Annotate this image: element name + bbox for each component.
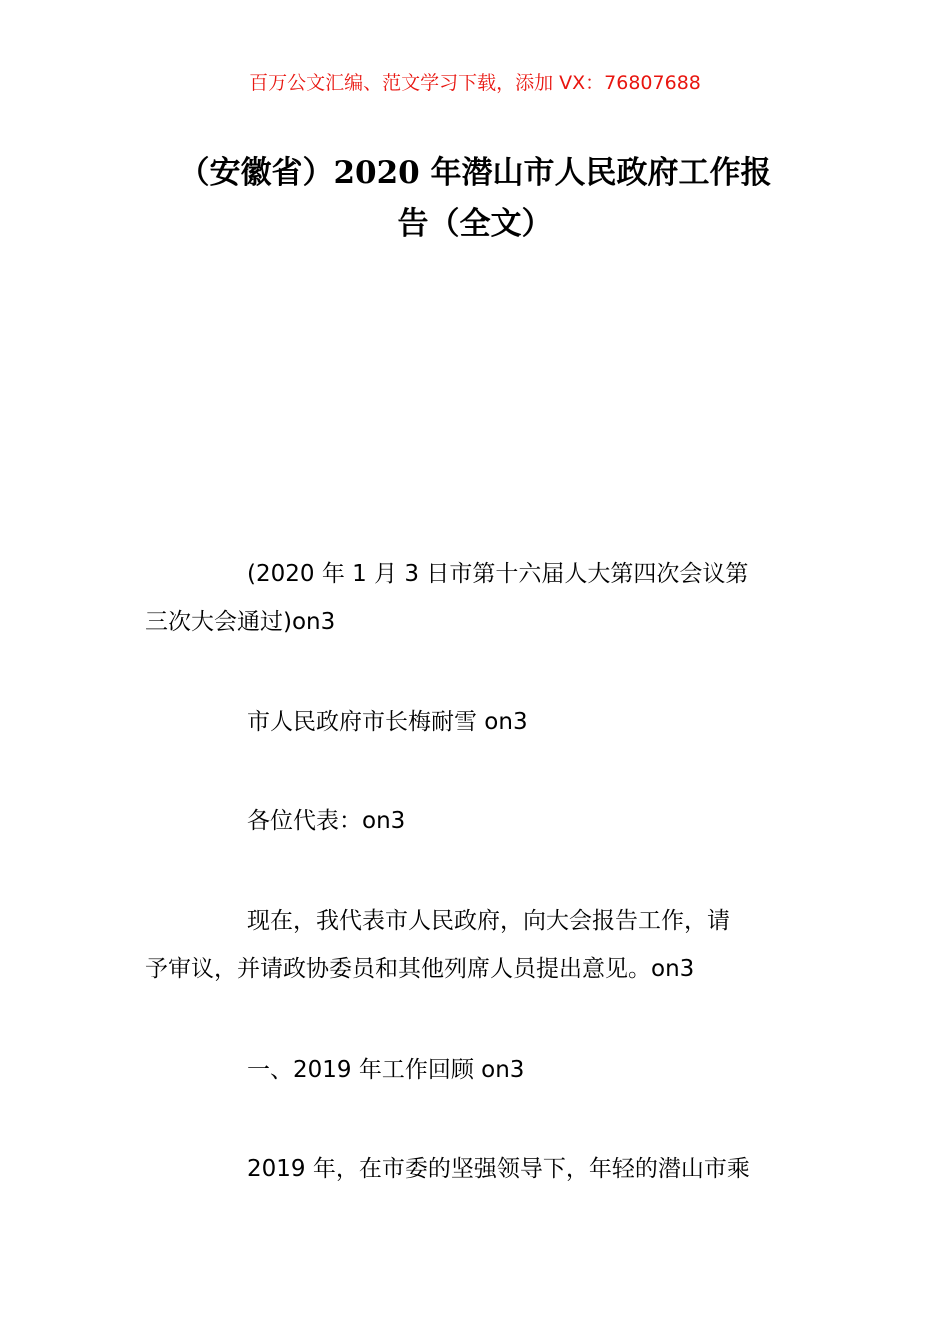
title-line-1: （安徽省）2020 年潜山市人民政府工作报 — [178, 155, 772, 191]
meeting-note-line-1: (2020 年 1 月 3 日市第十六届人大第四次会议第 — [247, 561, 749, 587]
intro-line-1: 现在，我代表市人民政府，向大会报告工作，请 — [247, 908, 730, 934]
document-title — [145, 148, 805, 250]
review-line-1: 2019 年，在市委的坚强领导下，年轻的潜山市乘 — [247, 1156, 750, 1182]
speaker-paragraph — [145, 698, 810, 746]
meeting-note-line-2: 三次大会通过)on3 — [145, 609, 336, 635]
greeting-line: 各位代表：on3 — [247, 808, 406, 834]
greeting-paragraph — [145, 797, 810, 845]
intro-line-2: 予审议，并请政协委员和其他列席人员提出意见。on3 — [145, 956, 695, 982]
intro-paragraph — [145, 897, 810, 993]
section-heading: 一、2019 年工作回顾 on3 — [247, 1057, 525, 1083]
speaker-line: 市人民政府市长梅耐雪 on3 — [247, 709, 528, 735]
title-line-2: 告（全文） — [397, 206, 553, 242]
meeting-note-paragraph — [145, 550, 810, 646]
section-heading-paragraph — [145, 1046, 810, 1094]
header-watermark-note: 百万公文汇编、范文学习下载，添加 VX：76807688 — [249, 72, 701, 94]
review-paragraph — [145, 1145, 810, 1193]
